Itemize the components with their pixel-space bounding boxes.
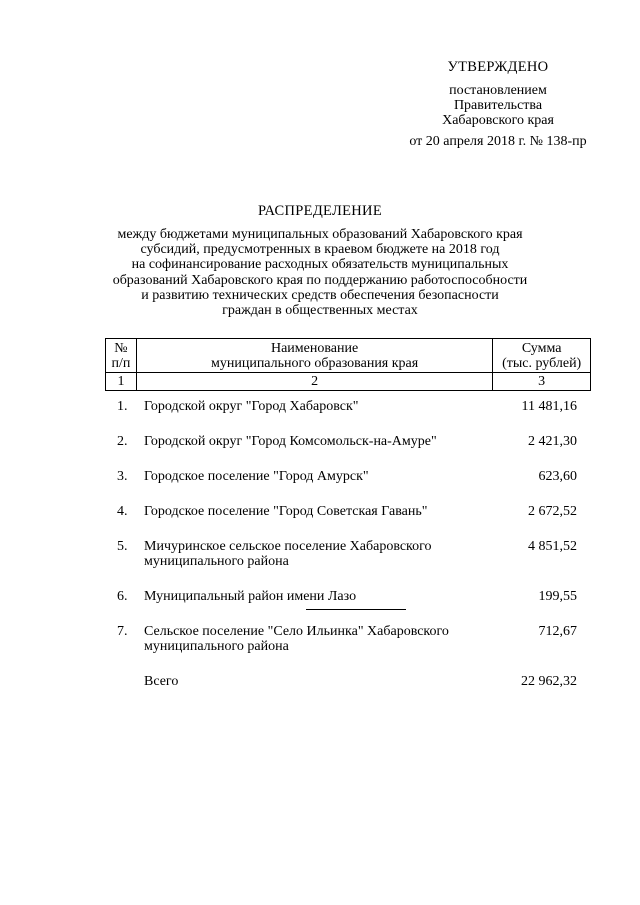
row-name bbox=[144, 504, 474, 519]
row-name-line: Городское поселение "Город Советская Гавань" bbox=[144, 504, 428, 519]
table-row bbox=[105, 589, 591, 604]
header-number bbox=[106, 339, 137, 373]
title-line: граждан в общественных местах bbox=[222, 303, 418, 319]
row-number: 7. bbox=[117, 624, 128, 639]
total-sum: 22 962,32 bbox=[521, 674, 577, 689]
header-sum-line: Сумма bbox=[521, 340, 562, 356]
title-line: образований Хабаровского края по поддержанию работоспособности bbox=[112, 272, 528, 288]
document-title bbox=[0, 203, 640, 318]
table-row bbox=[105, 399, 591, 414]
row-sum: 199,55 bbox=[538, 589, 577, 604]
table-row bbox=[105, 469, 591, 484]
row-name bbox=[144, 589, 474, 604]
header-name-line: Наименование bbox=[270, 340, 359, 356]
row-number: 1. bbox=[117, 399, 128, 414]
table-row bbox=[105, 539, 591, 569]
header-table bbox=[105, 338, 591, 391]
row-number: 2. bbox=[117, 434, 128, 449]
row-sum: 712,67 bbox=[538, 624, 577, 639]
row-name-line: Сельское поселение "Село Ильинка" Хабаровского bbox=[144, 624, 449, 639]
row-name bbox=[144, 399, 474, 414]
approval-line-3: Хабаровского края bbox=[442, 113, 554, 128]
column-number-row bbox=[106, 373, 591, 391]
table-row bbox=[105, 434, 591, 449]
header-sum-line: (тыс. рублей) bbox=[502, 355, 582, 371]
table-row bbox=[105, 624, 591, 654]
row-sum: 2 421,30 bbox=[528, 434, 577, 449]
row-number: 4. bbox=[117, 504, 128, 519]
row-name bbox=[144, 624, 474, 654]
row-number: 5. bbox=[117, 539, 128, 554]
header-name bbox=[136, 339, 492, 373]
header-sum bbox=[493, 339, 591, 373]
title-line: между бюджетами муниципальных образований Хабаровского края bbox=[117, 227, 523, 242]
row-name-line: Мичуринское сельское поселение Хабаровского bbox=[144, 539, 432, 554]
title-main: РАСПРЕДЕЛЕНИЕ bbox=[258, 203, 382, 219]
approval-heading: УТВЕРЖДЕНО bbox=[447, 59, 549, 75]
approval-stamp bbox=[398, 60, 598, 149]
header-name-line: муниципального образования края bbox=[210, 355, 419, 371]
row-number: 6. bbox=[117, 589, 128, 604]
row-name-line: Городской округ "Город Комсомольск-на-Амуре" bbox=[144, 434, 437, 449]
row-sum: 11 481,16 bbox=[521, 399, 577, 414]
approval-line-1: постановлением bbox=[449, 83, 547, 98]
row-sum: 623,60 bbox=[538, 469, 577, 484]
row-name bbox=[144, 434, 474, 449]
row-name-line: муниципального района bbox=[144, 639, 289, 654]
row-sum: 4 851,52 bbox=[528, 539, 577, 554]
row-name-line: Всего bbox=[144, 674, 179, 689]
end-divider bbox=[306, 609, 406, 610]
column-number: 3 bbox=[493, 373, 591, 391]
distribution-list bbox=[105, 399, 591, 689]
header-number-line: № bbox=[114, 340, 128, 356]
row-name-line: Муниципальный район имени Лазо bbox=[144, 589, 357, 604]
table-row bbox=[105, 504, 591, 519]
header-number-line: п/п bbox=[111, 355, 131, 371]
row-name bbox=[144, 469, 474, 484]
total-row bbox=[105, 674, 591, 689]
row-number: 3. bbox=[117, 469, 128, 484]
title-line: на софинансирование расходных обязательств муниципальных bbox=[131, 257, 509, 273]
title-line: субсидий, предусмотренных в краевом бюджете на 2018 год bbox=[140, 242, 500, 258]
title-subtitle bbox=[0, 227, 640, 318]
row-name bbox=[144, 674, 474, 689]
column-number: 2 bbox=[136, 373, 492, 391]
row-name-line: муниципального района bbox=[144, 554, 289, 569]
row-name-line: Городской округ "Город Хабаровск" bbox=[144, 399, 359, 414]
header-row bbox=[106, 339, 591, 373]
row-name bbox=[144, 539, 474, 569]
row-name-line: Городское поселение "Город Амурск" bbox=[144, 469, 369, 484]
approval-date: от 20 апреля 2018 г. № 138-пр bbox=[409, 134, 587, 149]
row-sum: 2 672,52 bbox=[528, 504, 577, 519]
title-line: и развитию технических средств обеспечения безопасности bbox=[141, 287, 499, 303]
column-number: 1 bbox=[106, 373, 137, 391]
approval-line-2: Правительства bbox=[453, 98, 543, 113]
